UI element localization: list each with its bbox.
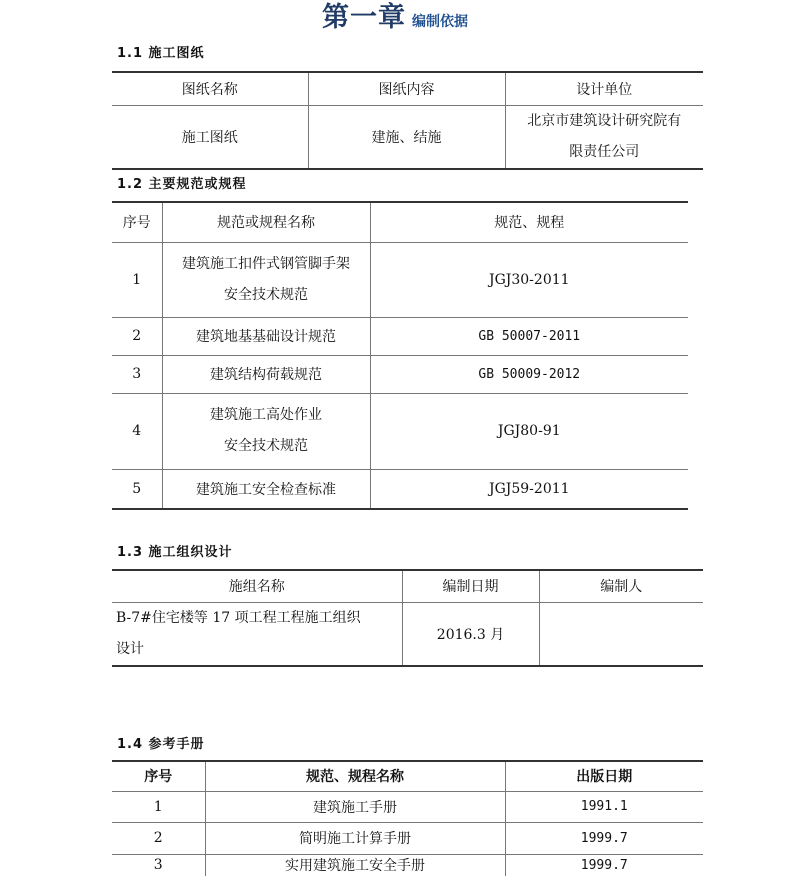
cell-plan-name (112, 602, 402, 666)
header-standard-code: 规范、规程 (370, 202, 688, 242)
table-row (112, 854, 703, 876)
cell-standard-code: GB 50007-2011 (370, 317, 688, 355)
table-row (112, 355, 688, 393)
cell-standard-code: JGJ59-2011 (488, 480, 570, 497)
table-row (112, 602, 703, 666)
table-row (112, 791, 703, 822)
table-row (112, 469, 688, 509)
design-unit-line-1: 北京市建筑设计研究院有 (527, 112, 682, 129)
table-row (112, 105, 703, 169)
header-standard-name: 规范或规程名称 (162, 202, 370, 242)
cell-publish-date: 1999.7 (505, 822, 703, 854)
cell-standard-name: 建筑地基基础设计规范 (162, 317, 370, 355)
cell-manual-name: 建筑施工手册 (205, 791, 505, 822)
table-row (112, 317, 688, 355)
table-header-row (112, 202, 688, 242)
cell-manual-name: 实用建筑施工安全手册 (205, 854, 505, 876)
header-seq: 序号 (112, 202, 162, 242)
section-heading-1-4: 1.4 参考手册 (117, 737, 205, 752)
chapter-subtitle: 编制依据 (412, 14, 468, 30)
cell-publish-date: 1991.1 (505, 791, 703, 822)
plan-name-line-1: B-7#住宅楼等 17 项工程工程施工组织 (116, 609, 361, 626)
cell-standard-name (162, 393, 370, 469)
cell-drawing-content: 建施、结施 (308, 105, 505, 169)
cell-seq: 3 (112, 355, 162, 393)
header-manual-name: 规范、规程名称 (205, 761, 505, 791)
table-header-row (112, 570, 703, 602)
table-row (112, 393, 688, 469)
cell-seq: 3 (112, 854, 205, 876)
cell-standard-name: 建筑施工安全检查标准 (162, 469, 370, 509)
cell-seq: 5 (112, 469, 162, 509)
design-unit-line-2: 限责任公司 (569, 143, 640, 160)
cell-drawing-name: 施工图纸 (112, 105, 308, 169)
construction-plan-table (112, 569, 703, 667)
cell-manual-name: 简明施工计算手册 (205, 822, 505, 854)
cell-seq: 2 (112, 822, 205, 854)
cell-publish-date: 1999.7 (580, 857, 628, 873)
header-drawing-name: 图纸名称 (112, 72, 308, 105)
standard-name-line-2: 安全技术规范 (224, 286, 308, 303)
header-seq: 序号 (112, 761, 205, 791)
cell-seq: 4 (112, 393, 162, 469)
cell-seq: 1 (112, 791, 205, 822)
drawings-table (112, 71, 703, 170)
standard-name-line-2: 安全技术规范 (224, 438, 308, 454)
section-heading-1-1: 1.1 施工图纸 (117, 46, 205, 61)
standard-name-line-1: 建筑施工高处作业 (210, 407, 322, 423)
header-compiler: 编制人 (539, 570, 703, 602)
cell-standard-name (162, 242, 370, 317)
table-row (112, 242, 688, 317)
header-plan-name: 施组名称 (112, 570, 402, 602)
reference-manual-table (112, 760, 703, 876)
standards-table (112, 201, 688, 510)
header-publish-date: 出版日期 (505, 761, 703, 791)
header-compile-date: 编制日期 (402, 570, 539, 602)
cell-standard-name: 建筑结构荷载规范 (162, 355, 370, 393)
cell-standard-code: JGJ30-2011 (370, 242, 688, 317)
header-drawing-content: 图纸内容 (308, 72, 505, 105)
table-row (112, 822, 703, 854)
header-design-unit: 设计单位 (505, 72, 703, 105)
cell-standard-code: JGJ80-91 (370, 393, 688, 469)
section-heading-1-3: 1.3 施工组织设计 (117, 545, 233, 560)
chapter-number: 第一章 (322, 2, 406, 33)
cell-seq: 1 (112, 242, 162, 317)
plan-name-line-2: 设计 (116, 640, 144, 657)
section-heading-1-2: 1.2 主要规范或规程 (117, 177, 247, 192)
table-header-row (112, 72, 703, 105)
table-header-row (112, 761, 703, 791)
cell-design-unit (505, 105, 703, 169)
chapter-title (0, 0, 790, 36)
cell-seq: 2 (112, 317, 162, 355)
cell-compile-date: 2016.3 月 (402, 602, 539, 666)
standard-name-line-1: 建筑施工扣件式钢管脚手架 (182, 255, 350, 272)
cell-standard-code: GB 50009-2012 (370, 355, 688, 393)
cell-compiler (539, 602, 703, 666)
